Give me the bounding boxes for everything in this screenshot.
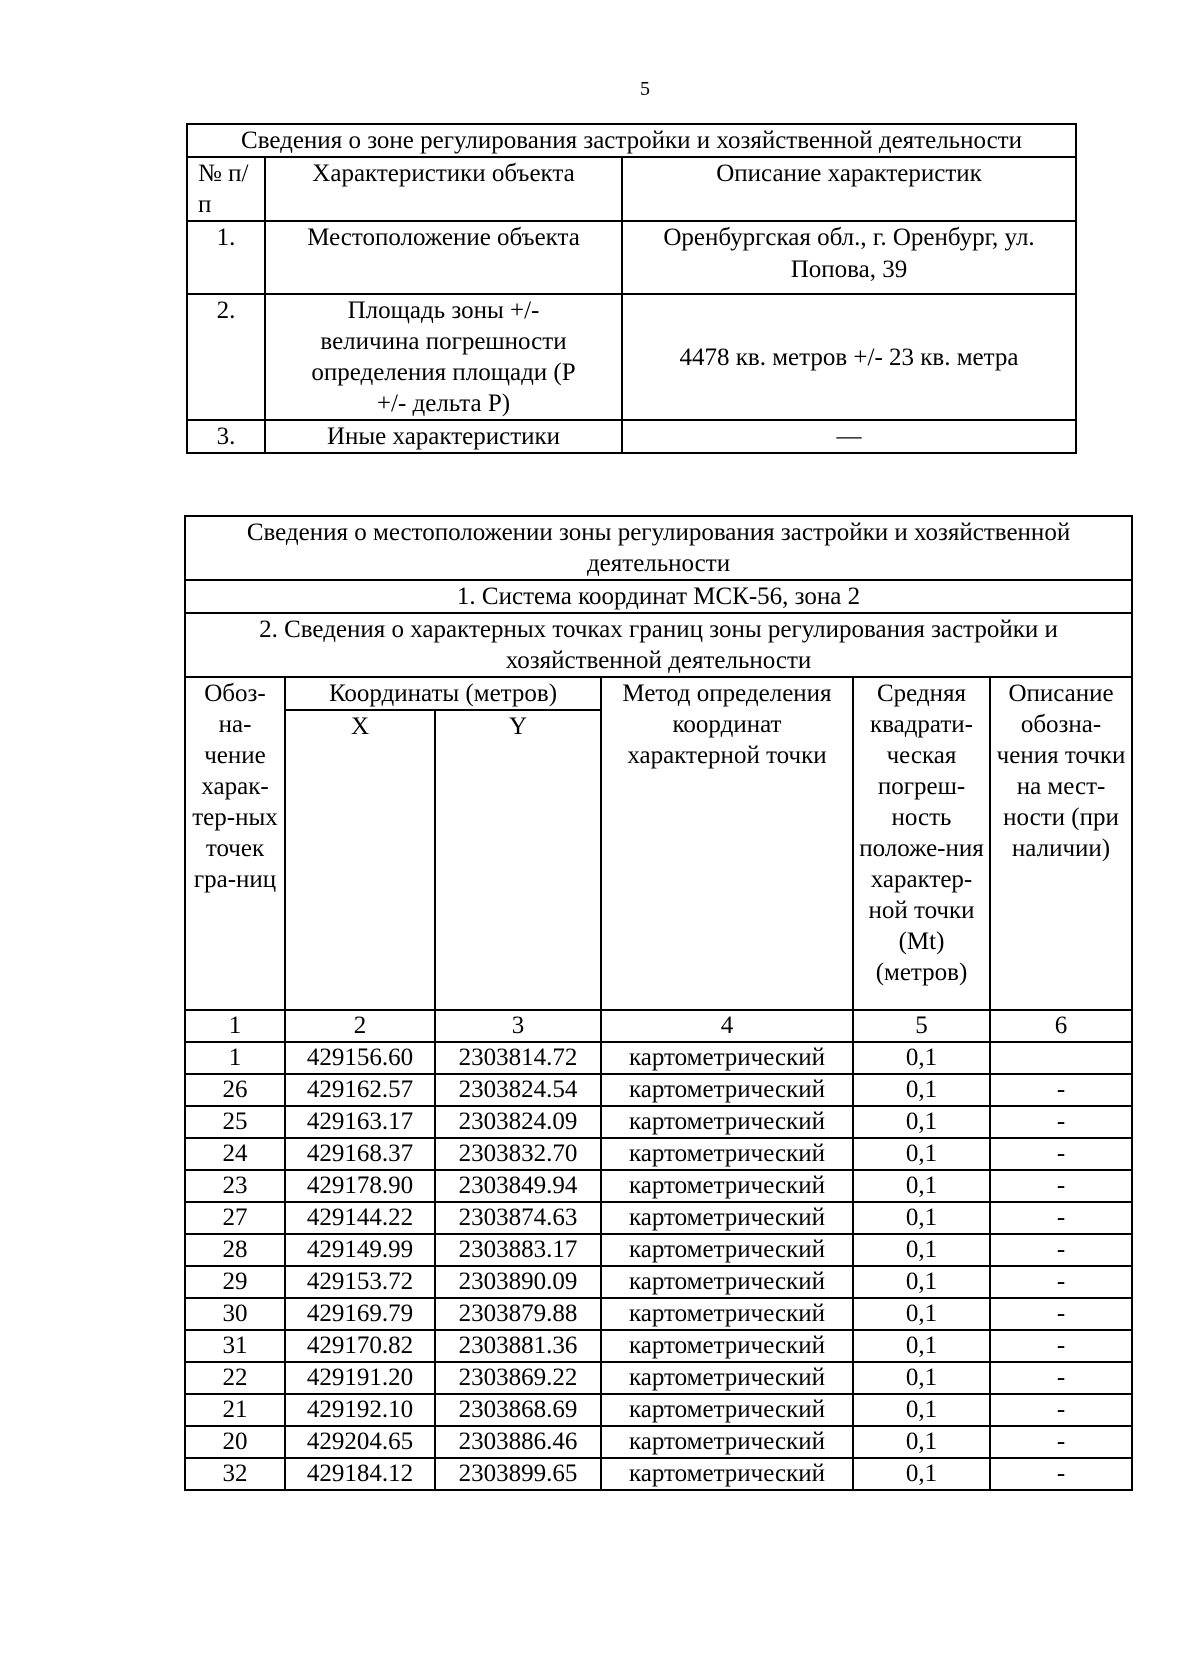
point-description: - <box>990 1298 1132 1330</box>
coord-y: 2303881.36 <box>435 1330 601 1362</box>
point-description: - <box>990 1074 1132 1106</box>
point-id: 21 <box>185 1394 285 1426</box>
point-id: 27 <box>185 1202 285 1234</box>
method-header: Метод определения координат характерной точки <box>601 677 853 1010</box>
row-no: 2. <box>187 294 265 420</box>
point-id: 28 <box>185 1234 285 1266</box>
col-desc-header: Описание характеристик <box>622 157 1076 221</box>
method: картометрический <box>601 1170 853 1202</box>
page-number: 5 <box>640 78 650 100</box>
boundary-points-table <box>184 515 1133 1491</box>
method: картометрический <box>601 1234 853 1266</box>
point-description: - <box>990 1394 1132 1426</box>
table-row <box>185 1330 1132 1362</box>
mean-error: 0,1 <box>853 1394 990 1426</box>
descr-header: Описание обозна-чения точки на мест-ности (при наличии) <box>990 677 1132 1010</box>
points-title-row <box>185 516 1132 580</box>
zone-info-row <box>187 221 1076 294</box>
point-id: 20 <box>185 1426 285 1458</box>
coord-system: 1. Система координат МСК-56, зона 2 <box>185 580 1132 613</box>
col-num: 3 <box>435 1010 601 1042</box>
point-description: - <box>990 1234 1132 1266</box>
section-row <box>185 613 1132 677</box>
point-id: 25 <box>185 1106 285 1138</box>
error-header: Средняя квадрати-ческая погреш-ность положе-ния характер-ной точки (Mt) (метров) <box>853 677 990 1010</box>
coord-x: 429169.79 <box>285 1298 435 1330</box>
method: картометрический <box>601 1106 853 1138</box>
table-row <box>185 1394 1132 1426</box>
table-row <box>185 1202 1132 1234</box>
method: картометрический <box>601 1458 853 1490</box>
point-id: 1 <box>185 1042 285 1074</box>
coord-x: 429178.90 <box>285 1170 435 1202</box>
point-id: 29 <box>185 1266 285 1298</box>
zone-info-row <box>187 420 1076 453</box>
zone-info-table <box>186 123 1077 454</box>
table-row <box>185 1074 1132 1106</box>
method: картометрический <box>601 1042 853 1074</box>
point-id: 31 <box>185 1330 285 1362</box>
coord-y: 2303886.46 <box>435 1426 601 1458</box>
mean-error: 0,1 <box>853 1138 990 1170</box>
row-char: Местоположение объекта <box>265 221 622 294</box>
point-description: - <box>990 1426 1132 1458</box>
coord-y: 2303879.88 <box>435 1298 601 1330</box>
row-no: 1. <box>187 221 265 294</box>
method: картометрический <box>601 1202 853 1234</box>
coord-x: 429192.10 <box>285 1394 435 1426</box>
header-row <box>185 677 1132 710</box>
method: картометрический <box>601 1426 853 1458</box>
coord-y: 2303874.63 <box>435 1202 601 1234</box>
table-row <box>185 1042 1132 1074</box>
coord-x: 429204.65 <box>285 1426 435 1458</box>
mean-error: 0,1 <box>853 1362 990 1394</box>
mean-error: 0,1 <box>853 1330 990 1362</box>
mean-error: 0,1 <box>853 1042 990 1074</box>
mean-error: 0,1 <box>853 1202 990 1234</box>
method: картометрический <box>601 1074 853 1106</box>
method: картометрический <box>601 1362 853 1394</box>
point-description: - <box>990 1266 1132 1298</box>
zone-info-row <box>187 294 1076 420</box>
point-description: - <box>990 1362 1132 1394</box>
point-description: - <box>990 1202 1132 1234</box>
points-title: Сведения о местоположении зоны регулирования застройки и хозяйственной деятельности <box>185 516 1132 580</box>
point-id: 32 <box>185 1458 285 1490</box>
coords-header: Координаты (метров) <box>285 677 601 710</box>
col-num: 4 <box>601 1010 853 1042</box>
point-id: 23 <box>185 1170 285 1202</box>
method: картометрический <box>601 1394 853 1426</box>
point-description: - <box>990 1106 1132 1138</box>
col-num: 1 <box>185 1010 285 1042</box>
coord-x: 429162.57 <box>285 1074 435 1106</box>
table-row <box>185 1426 1132 1458</box>
row-desc: 4478 кв. метров +/- 23 кв. метра <box>622 294 1076 420</box>
coord-x: 429168.37 <box>285 1138 435 1170</box>
coord-y: 2303824.09 <box>435 1106 601 1138</box>
row-no: 3. <box>187 420 265 453</box>
coord-y: 2303824.54 <box>435 1074 601 1106</box>
mean-error: 0,1 <box>853 1074 990 1106</box>
coord-x: 429191.20 <box>285 1362 435 1394</box>
coord-x: 429149.99 <box>285 1234 435 1266</box>
point-description: - <box>990 1458 1132 1490</box>
method: картометрический <box>601 1330 853 1362</box>
coord-x: 429144.22 <box>285 1202 435 1234</box>
column-numbers-row <box>185 1010 1132 1042</box>
table-row <box>185 1266 1132 1298</box>
coord-y: 2303869.22 <box>435 1362 601 1394</box>
coord-y: 2303814.72 <box>435 1042 601 1074</box>
table-row <box>185 1234 1132 1266</box>
coord-x: 429156.60 <box>285 1042 435 1074</box>
point-description: - <box>990 1330 1132 1362</box>
table-row <box>185 1362 1132 1394</box>
coord-y: 2303883.17 <box>435 1234 601 1266</box>
mean-error: 0,1 <box>853 1234 990 1266</box>
table-row <box>185 1458 1132 1490</box>
point-description: - <box>990 1170 1132 1202</box>
x-header: X <box>285 710 435 1010</box>
coord-y: 2303868.69 <box>435 1394 601 1426</box>
row-char: Площадь зоны +/- величина погрешности определения площади (Р +/- дельта Р) <box>265 294 622 420</box>
y-header: Y <box>435 710 601 1010</box>
coord-y: 2303890.09 <box>435 1266 601 1298</box>
row-desc: — <box>622 420 1076 453</box>
coord-system-row <box>185 580 1132 613</box>
section-title: 2. Сведения о характерных точках границ зоны регулирования застройки и хозяйственной деятельности <box>185 613 1132 677</box>
table-row <box>185 1106 1132 1138</box>
point-id: 24 <box>185 1138 285 1170</box>
col-no-header: № п/п <box>187 157 265 221</box>
zone-info-title-row <box>187 124 1076 157</box>
method: картометрический <box>601 1138 853 1170</box>
point-description <box>990 1042 1132 1074</box>
col-char-header: Характеристики объекта <box>265 157 622 221</box>
coord-x: 429184.12 <box>285 1458 435 1490</box>
row-char: Иные характеристики <box>265 420 622 453</box>
row-desc: Оренбургская обл., г. Оренбург, ул. Попова, 39 <box>622 221 1076 294</box>
coord-x: 429170.82 <box>285 1330 435 1362</box>
table-row <box>185 1298 1132 1330</box>
mean-error: 0,1 <box>853 1170 990 1202</box>
point-id: 22 <box>185 1362 285 1394</box>
point-description: - <box>990 1138 1132 1170</box>
mean-error: 0,1 <box>853 1266 990 1298</box>
point-id: 30 <box>185 1298 285 1330</box>
mean-error: 0,1 <box>853 1298 990 1330</box>
mean-error: 0,1 <box>853 1426 990 1458</box>
coord-x: 429153.72 <box>285 1266 435 1298</box>
col-num: 6 <box>990 1010 1132 1042</box>
method: картометрический <box>601 1266 853 1298</box>
col-num: 2 <box>285 1010 435 1042</box>
table-row <box>185 1170 1132 1202</box>
col-num: 5 <box>853 1010 990 1042</box>
table-row <box>185 1138 1132 1170</box>
method: картометрический <box>601 1298 853 1330</box>
coord-y: 2303899.65 <box>435 1458 601 1490</box>
point-id: 26 <box>185 1074 285 1106</box>
zone-info-header-row <box>187 157 1076 221</box>
coord-y: 2303832.70 <box>435 1138 601 1170</box>
points-body <box>185 1042 1132 1490</box>
point-header: Обоз-на-чение харак-тер-ных точек гра-ниц <box>185 677 285 1010</box>
coord-y: 2303849.94 <box>435 1170 601 1202</box>
zone-info-title: Сведения о зоне регулирования застройки и хозяйственной деятельности <box>187 124 1076 157</box>
mean-error: 0,1 <box>853 1106 990 1138</box>
mean-error: 0,1 <box>853 1458 990 1490</box>
coord-x: 429163.17 <box>285 1106 435 1138</box>
